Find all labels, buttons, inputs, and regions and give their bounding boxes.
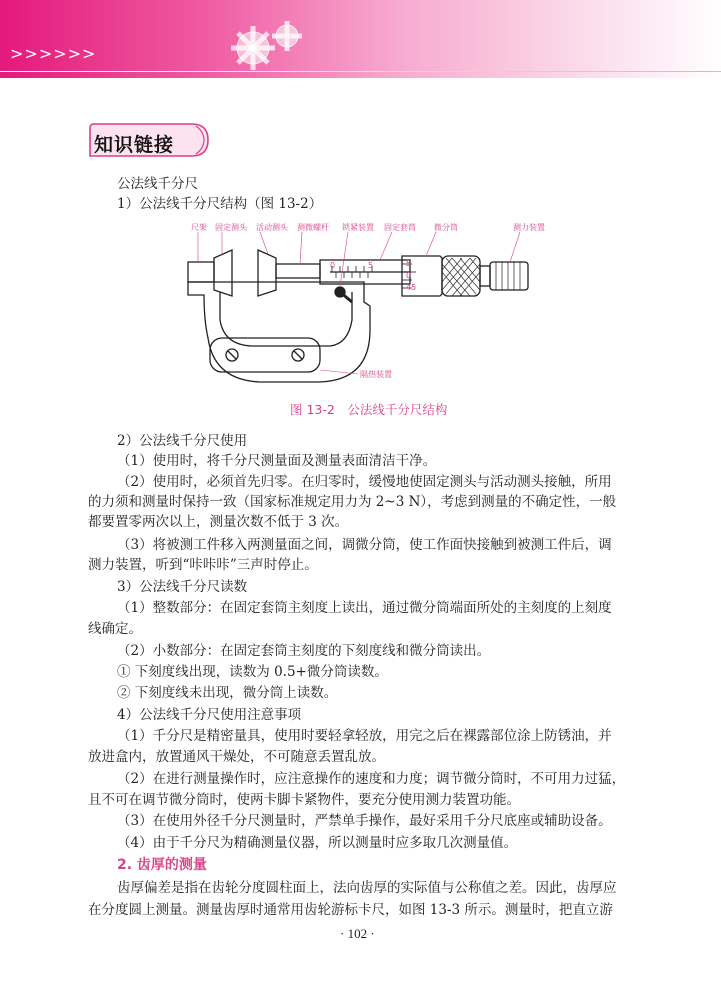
header-band (0, 0, 721, 78)
text-line: （2）使用时，必须首先归零。在归零时，缓慢地使固定测头与活动测头接触，所用 (117, 474, 612, 490)
section-2-heading: 2. 齿厚的测量 (117, 857, 207, 873)
figure-caption: 图 13-2 公法线千分尺结构 (290, 402, 448, 417)
text-line: 都要置零两次以上，测量次数不低于 3 次。 (88, 514, 349, 530)
text-line: （1）千分尺是精密量具，使用时要轻拿轻放，用完之后在裸露部位涂上防锈油，并 (117, 728, 612, 744)
figure-label: 测力装置 (513, 223, 545, 232)
text-line: ② 下刻度线未出现，微分筒上读数。 (117, 685, 338, 701)
text-line: （2）小数部分：在固定套筒主刻度的下刻度线和微分筒读出。 (117, 643, 491, 659)
text-line: 4）公法线千分尺使用注意事项 (117, 707, 302, 723)
figure-label: 固定测头 (215, 223, 247, 232)
figure-label: 活动测头 (256, 223, 288, 232)
text-line: 公法线千分尺 (117, 176, 198, 192)
gears-icon (215, 10, 325, 80)
figure-label: 尺架 (191, 223, 207, 232)
text-line: 的力须和测量时保持一致（国家标准规定用力为 2~3 N），考虑到测量的不确定性，一般 (88, 494, 617, 510)
text-line: （1）使用时，将千分尺测量面及测量表面清洁干净。 (117, 453, 437, 469)
figure-label: 固定套筒 (384, 223, 416, 232)
text-line: 在分度圆上测量。测量齿厚时通常用齿轮游标卡尺，如图 13-3 所示。测量时，把直立游 (88, 902, 613, 918)
scale-mark: 45 (406, 283, 417, 292)
text-line: 测力装置，听到“咔咔咔”三声时停止。 (88, 557, 318, 573)
text-line: 线确定。 (88, 621, 142, 637)
scale-mark: 5 (406, 259, 412, 268)
scale-mark: 0 (330, 261, 336, 270)
figure-label: 锁紧装置 (342, 223, 374, 232)
text-line: （3）在使用外径千分尺测量时，严禁单手操作，最好采用千分尺底座或辅助设备。 (117, 813, 612, 829)
text-line: 3）公法线千分尺读数 (117, 579, 248, 595)
scale-mark: 0 (406, 271, 412, 280)
chevron-decoration-icon: >>>>>> (10, 44, 97, 63)
text-line: 放进盒内，放置通风干燥处，不可随意丢置乱放。 (88, 749, 385, 765)
text-line: 齿厚偏差是指在齿轮分度圆柱面上，法向齿厚的实际值与公称值之差。因此，齿厚应 (117, 880, 617, 896)
text-line: （4）由于千分尺为精确测量仪器，所以测量时应多取几次测量值。 (117, 835, 518, 851)
text-line: 2）公法线千分尺使用 (117, 433, 248, 449)
text-line: （3）将被测工件移入两测量面之间，调微分筒，使工作面快接触到被测工件后，调 (117, 537, 612, 553)
text-line: （1）整数部分：在固定套筒主刻度上读出，通过微分筒端面所处的主刻度的上刻度 (117, 600, 612, 616)
text-line: （2）在进行测量操作时，应注意操作的速度和力度；调节微分筒时，不可用力过猛， (117, 771, 626, 787)
scale-mark: 5 (368, 261, 374, 270)
section-heading-text: 知识链接 (94, 134, 175, 156)
micrometer-diagram (180, 220, 560, 390)
text-line: 1）公法线千分尺结构（图 13-2） (117, 196, 323, 212)
page-number: · 102 · (340, 926, 375, 941)
figure-label: 微分筒 (434, 223, 458, 232)
section-heading (88, 122, 210, 158)
text-line: 且不可在调节微分筒时，使两卡脚卡紧物件，要充分使用测力装置功能。 (88, 792, 520, 808)
header-rule (0, 71, 721, 72)
figure-label: 隔热装置 (360, 370, 392, 379)
figure-label: 测微螺杆 (297, 223, 329, 232)
text-line: ① 下刻度线出现，读数为 0.5+微分筒读数。 (117, 664, 388, 680)
